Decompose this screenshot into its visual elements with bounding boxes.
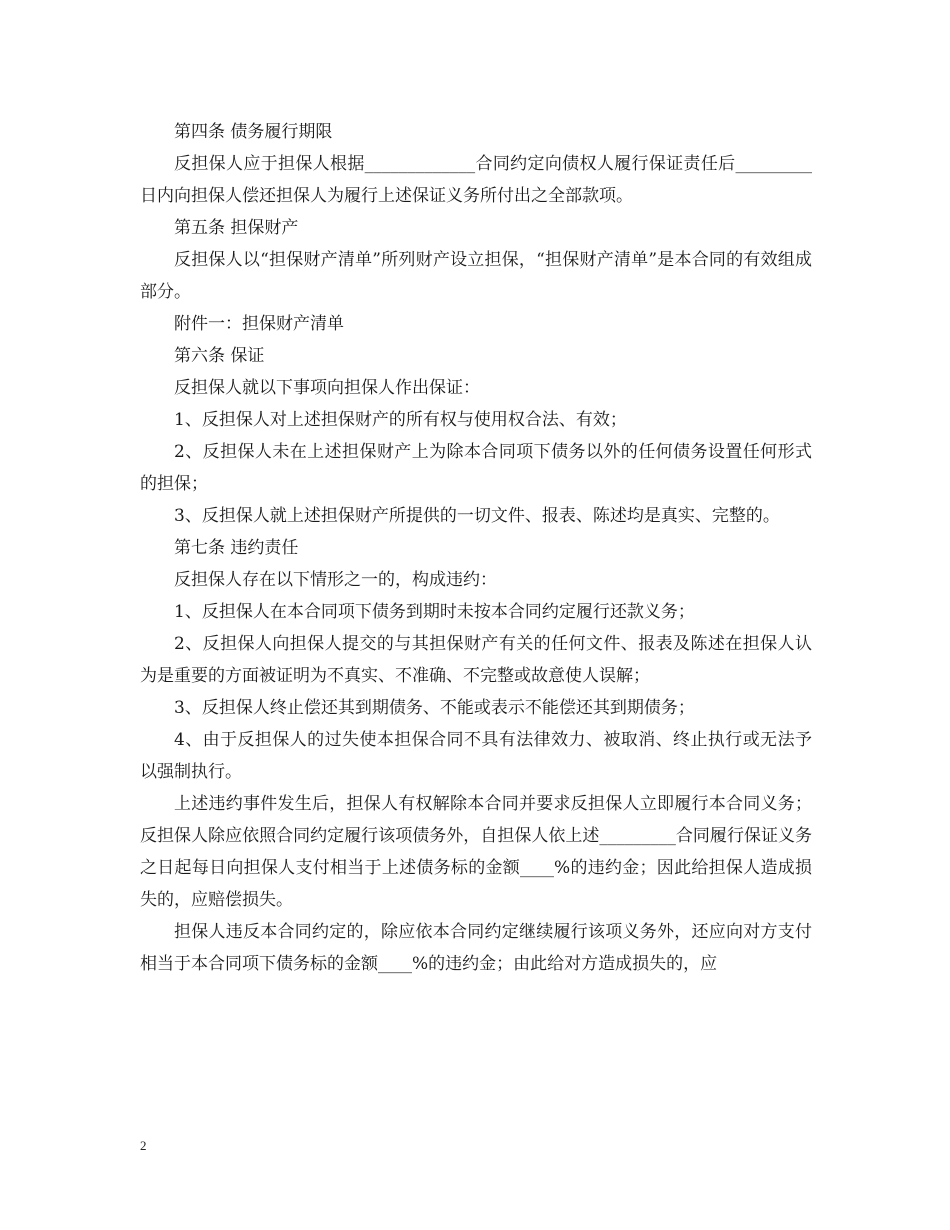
article-6-item-1: 1、反担保人对上述担保财产的所有权与使用权合法、有效； [174, 410, 627, 430]
article-7-item-3: 3、反担保人终止偿还其到期债务、不能或表示不能偿还其到期债务； [174, 698, 695, 718]
article-6-item-3: 3、反担保人就上述担保财产所提供的一切文件、报表、陈述均是真实、完整的。 [174, 506, 780, 526]
document-body [140, 116, 812, 980]
article-6-heading: 第六条 保证 [174, 346, 265, 366]
article-7-item-2: 2、反担保人向担保人提交的与其担保财产有关的任何文件、报表及陈述在担保人认为是重要的方面被证明为不真实、不准确、不完整或故意使人误解； [140, 634, 812, 686]
article-4-heading: 第四条 债务履行期限 [174, 122, 333, 142]
article-4-text: 反担保人应于担保人根据_____________合同约定向债权人履行保证责任后_________日内向担保人偿还担保人为履行上述保证义务所付出之全部款项。 [140, 154, 812, 206]
article-5-text: 反担保人以“担保财产清单”所列财产设立担保，“担保财产清单”是本合同的有效组成部分。 [140, 250, 812, 302]
article-6-intro: 反担保人就以下事项向担保人作出保证： [174, 378, 480, 398]
article-7-item-1: 1、反担保人在本合同项下债务到期时未按本合同约定履行还款义务； [174, 602, 695, 622]
guarantor-breach-text: 担保人违反本合同约定的，除应依本合同约定继续履行该项义务外，还应向对方支付相当于本合同项下债务标的金额____%的违约金；由此给对方造成损失的，应 [140, 922, 812, 974]
page-number: 2 [140, 1138, 147, 1153]
article-5-heading: 第五条 担保财产 [174, 218, 299, 238]
article-7-item-4: 4、由于反担保人的过失使本担保合同不具有法律效力、被取消、终止执行或无法予以强制执行。 [140, 730, 812, 782]
article-7-heading: 第七条 违约责任 [174, 538, 299, 558]
attachment-note: 附件一：担保财产清单 [174, 314, 344, 334]
article-6-item-2: 2、反担保人未在上述担保财产上为除本合同项下债务以外的任何债务设置任何形式的担保； [140, 442, 812, 494]
article-7-intro: 反担保人存在以下情形之一的，构成违约： [174, 570, 497, 590]
breach-consequence-text: 上述违约事件发生后，担保人有权解除本合同并要求反担保人立即履行本合同义务；反担保人除应依照合同约定履行该项债务外，自担保人依上述_________合同履行保证义务之日起每日向担保人支付相当于上述债务标的金额____%的违约金；因此给担保人造成损失的，应赔偿损失。 [140, 794, 812, 910]
